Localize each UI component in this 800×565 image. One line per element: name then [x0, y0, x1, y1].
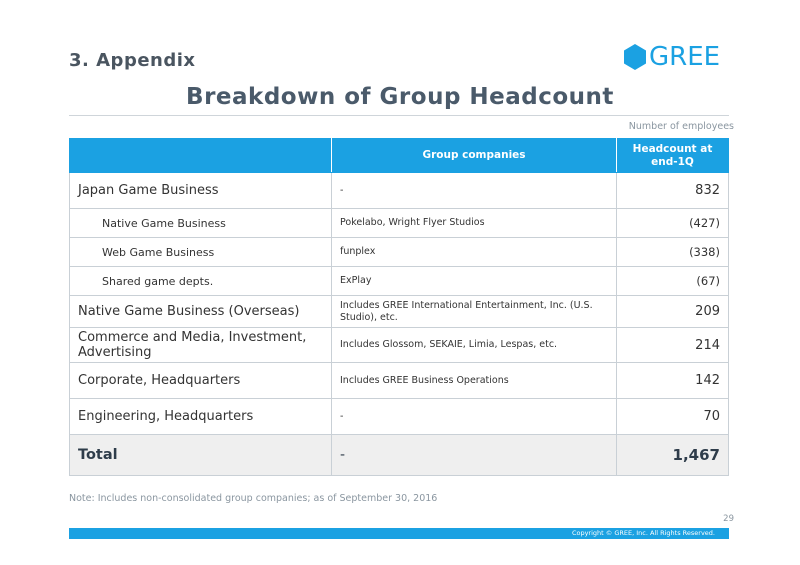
page-number: 29: [723, 514, 734, 524]
page-title: Breakdown of Group Headcount: [186, 84, 614, 110]
headcount-cell: (67): [617, 267, 729, 296]
companies-cell: Includes GREE Business Operations: [332, 363, 617, 399]
segment-cell: Web Game Business: [70, 238, 332, 267]
section-heading: 3. Appendix: [69, 50, 196, 71]
headcount-cell: 142: [617, 363, 729, 399]
total-row: [70, 435, 729, 476]
title-divider: [69, 115, 729, 116]
table-row: [70, 328, 729, 363]
companies-cell: -: [332, 399, 617, 435]
hexagon-logo-icon: [624, 44, 646, 70]
gree-logo: [624, 43, 720, 71]
headcount-cell: 70: [617, 399, 729, 435]
header-group-companies: Group companies: [332, 139, 617, 173]
segment-cell: Native Game Business: [70, 209, 332, 238]
segment-cell: Shared game depts.: [70, 267, 332, 296]
segment-cell: Engineering, Headquarters: [70, 399, 332, 435]
table-row: [70, 363, 729, 399]
headcount-cell: 209: [617, 296, 729, 328]
table-row: [70, 267, 729, 296]
total-headcount: 1,467: [617, 435, 729, 476]
companies-cell: Includes GREE International Entertainment, Inc. (U.S. Studio), etc.: [332, 296, 617, 328]
table-row: [70, 399, 729, 435]
segment-cell: Corporate, Headquarters: [70, 363, 332, 399]
headcount-cell: (427): [617, 209, 729, 238]
headcount-cell: (338): [617, 238, 729, 267]
total-label: Total: [70, 435, 332, 476]
table-row: [70, 173, 729, 209]
segment-cell: Japan Game Business: [70, 173, 332, 209]
segment-cell: Native Game Business (Overseas): [70, 296, 332, 328]
table-row: [70, 238, 729, 267]
header-segment: [70, 139, 332, 173]
companies-cell: -: [332, 173, 617, 209]
companies-cell: Includes Glossom, SEKAIE, Limia, Lespas, etc.: [332, 328, 617, 363]
companies-cell: ExPlay: [332, 267, 617, 296]
segment-cell: Commerce and Media, Investment, Advertising: [70, 328, 332, 363]
unit-note: Number of employees: [628, 121, 734, 132]
copyright-text: Copyright © GREE, Inc. All Rights Reserved.: [571, 529, 715, 537]
companies-cell: Pokelabo, Wright Flyer Studios: [332, 209, 617, 238]
table-row: [70, 209, 729, 238]
table-header-row: [70, 139, 729, 173]
header-headcount: Headcount at end-1Q: [617, 139, 729, 173]
table-row: [70, 296, 729, 328]
footnote: Note: Includes non-consolidated group companies; as of September 30, 2016: [69, 493, 438, 504]
headcount-cell: 214: [617, 328, 729, 363]
companies-cell: funplex: [332, 238, 617, 267]
total-companies: -: [332, 435, 617, 476]
footer-bar: [69, 528, 729, 539]
headcount-table: [69, 138, 729, 476]
headcount-cell: 832: [617, 173, 729, 209]
logo-text: GREE: [649, 42, 721, 72]
